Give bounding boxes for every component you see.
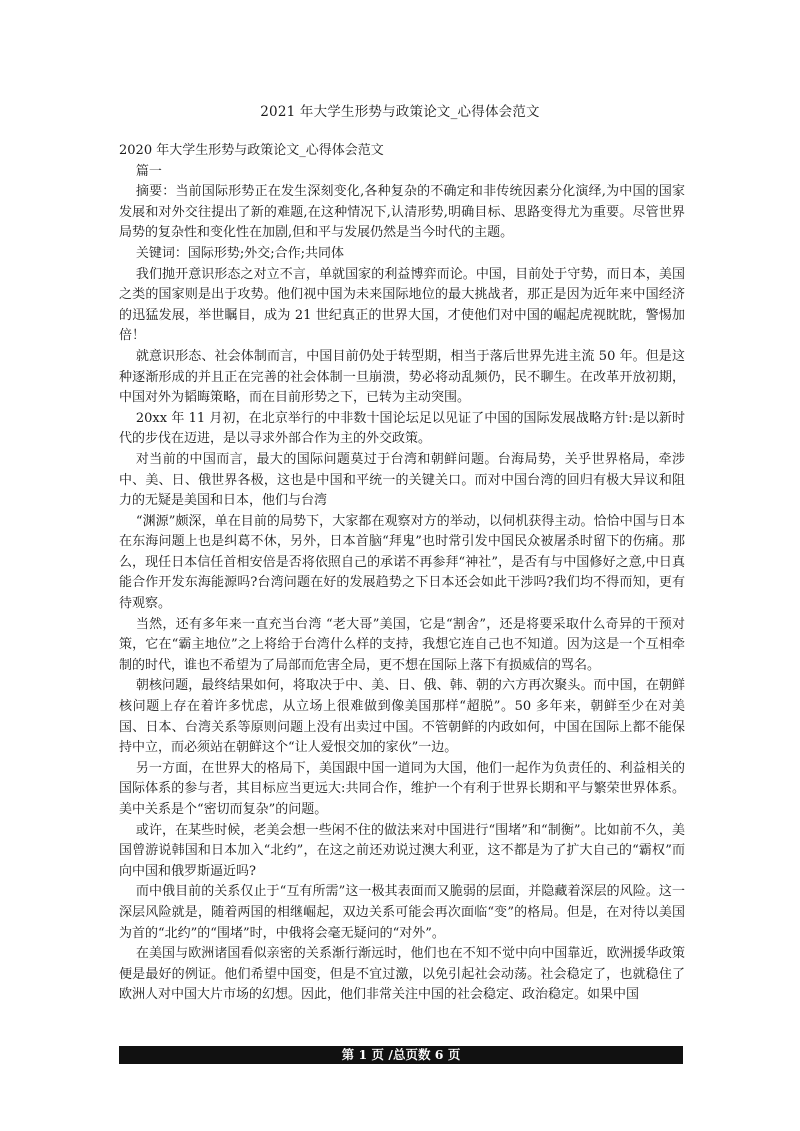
body-paragraph: 当然，还有多年来一直充当台湾 “老大哥”美国，它是“割舍”，还是将要采取什么奇异的干预对策，它在“霸主地位”之上将给于台湾什么样的支持，我想它连自己也不知道。因为这是一个互相牵制的时代，谁也不希望为了局部而危害全局，更不想在国际上落下有损威信的骂名。: [119, 616, 685, 673]
section-heading: 篇一: [135, 163, 162, 179]
body-paragraph: 就意识形态、社会体制而言，中国目前仍处于转型期，相当于落后世界先进主流 50 年。但是这种逐渐形成的并且正在完善的社会体制一旦崩溃，势必将动乱频仍，民不聊生。在改革开放初期，中国对外为韬晦策略，而在目前形势之下，已转为主动突围。: [119, 348, 685, 406]
body-paragraph: 我们抛开意识形态之对立不言，单就国家的利益博弈而论。中国，目前处于守势，而日本，美国之类的国家则是出于攻势。他们视中国为未来国际地位的最大挑战者，那正是因为近年来中国经济的迅猛发展，举世瞩目，成为 21 世纪真正的世界大国，才使他们对中国的崛起虎视眈眈，警惕加倍！: [119, 266, 685, 344]
body-paragraph: “渊源”颇深，单在目前的局势下，大家都在观察对方的举动，以伺机获得主动。恰恰中国与日本在东海问题上也是纠葛不休，另外，日本首脑“拜鬼”也时常引发中国民众被屠杀时留下的伤痛。那么，现任日本信任首相安倍是否将依照自己的承诺不再参拜“神社”，是否有与中国修好之意,中日真能合作开发东海能源吗?台湾问题在好的发展趋势之下日本还会如此干涉吗?我们均不得而知，更有待观察。: [119, 513, 685, 612]
document-subtitle: 2020 年大学生形势与政策论文_心得体会范文: [119, 143, 384, 158]
abstract-paragraph: 摘要：当前国际形势正在发生深刻变化,各种复杂的不确定和非传统因素分化演绎,为中国的国家发展和对外交往提出了新的难题,在这种情况下,认清形势,明确目标、思路变得尤为重要。尽管世界局势的复杂性和变化性在加剧,但和平与发展仍然是当今时代的主题。: [119, 184, 685, 241]
body-paragraph: 对当前的中国而言，最大的国际问题莫过于台湾和朝鲜问题。台海局势，关乎世界格局，牵涉中、美、日、俄世界各极，这也是中国和平统一的关键关口。而对中国台湾的回归有极大异议和阻力的无疑是美国和日本，他们与台湾: [119, 451, 685, 509]
document-body: [119, 141, 685, 1006]
body-paragraph: 或许，在某些时候，老美会想一些闲不住的做法来对中国进行“围堵”和“制衡”。比如前不久，美国曾游说韩国和日本加入“北约”，在这之前还劝说过澳大利亚，这不都是为了扩大自己的“霸权”而向中国和俄罗斯逼近吗?: [119, 822, 685, 879]
body-paragraph: 朝核问题，最终结果如何，将取决于中、美、日、俄、韩、朝的六方再次聚头。而中国，在朝鲜核问题上存在着许多忧虑，从立场上很难做到像美国那样“超脱”。50 多年来，朝鲜至少在对美国、日本、台湾关系等原则问题上没有出卖过中国。不管朝鲜的内政如何，中国在国际上都不能保持中立，而必须站在朝鲜这个“让人爱恨交加的家伙”一边。: [119, 678, 685, 756]
page-footer: 第 1 页 /总页数 6 页: [119, 1046, 683, 1064]
body-paragraph: 另一方面，在世界大的格局下，美国跟中国一道同为大国，他们一起作为负责任的、利益相关的国际体系的参与者，其目标应当更远大:共同合作，维护一个有利于世界长期和平与繁荣世界体系。美中关系是个“密切而复杂”的问题。: [119, 760, 685, 817]
document-title: 2021 年大学生形势与政策论文_心得体会范文: [260, 104, 540, 120]
body-paragraph: 在美国与欧洲诸国看似亲密的关系渐行渐远时，他们也在不知不觉中向中国靠近，欧洲援华政策便是最好的例证。他们希望中国变，但是不宜过激，以免引起社会动荡。社会稳定了，也就稳住了欧洲人对中国大片市场的幻想。因此，他们非常关注中国的社会稳定、政治稳定。如果中国: [119, 946, 685, 1003]
body-paragraph: 而中俄目前的关系仅止于“互有所需”这一极其表面而又脆弱的层面，并隐藏着深层的风险。这一深层风险就是，随着两国的相继崛起，双边关系可能会再次面临“变”的格局。但是，在对待以美国为首的“北约”的“围堵”时，中俄将会毫无疑问的“对外”。: [119, 884, 685, 941]
body-paragraph: 20xx 年 11 月初，在北京举行的中非数十国论坛足以见证了中国的国际发展战略方针:是以新时代的步伐在迈进，是以寻求外部合作为主的外交政策。: [119, 410, 685, 447]
keywords-paragraph: 关键词：国际形势;外交;合作;共同体: [135, 245, 345, 261]
